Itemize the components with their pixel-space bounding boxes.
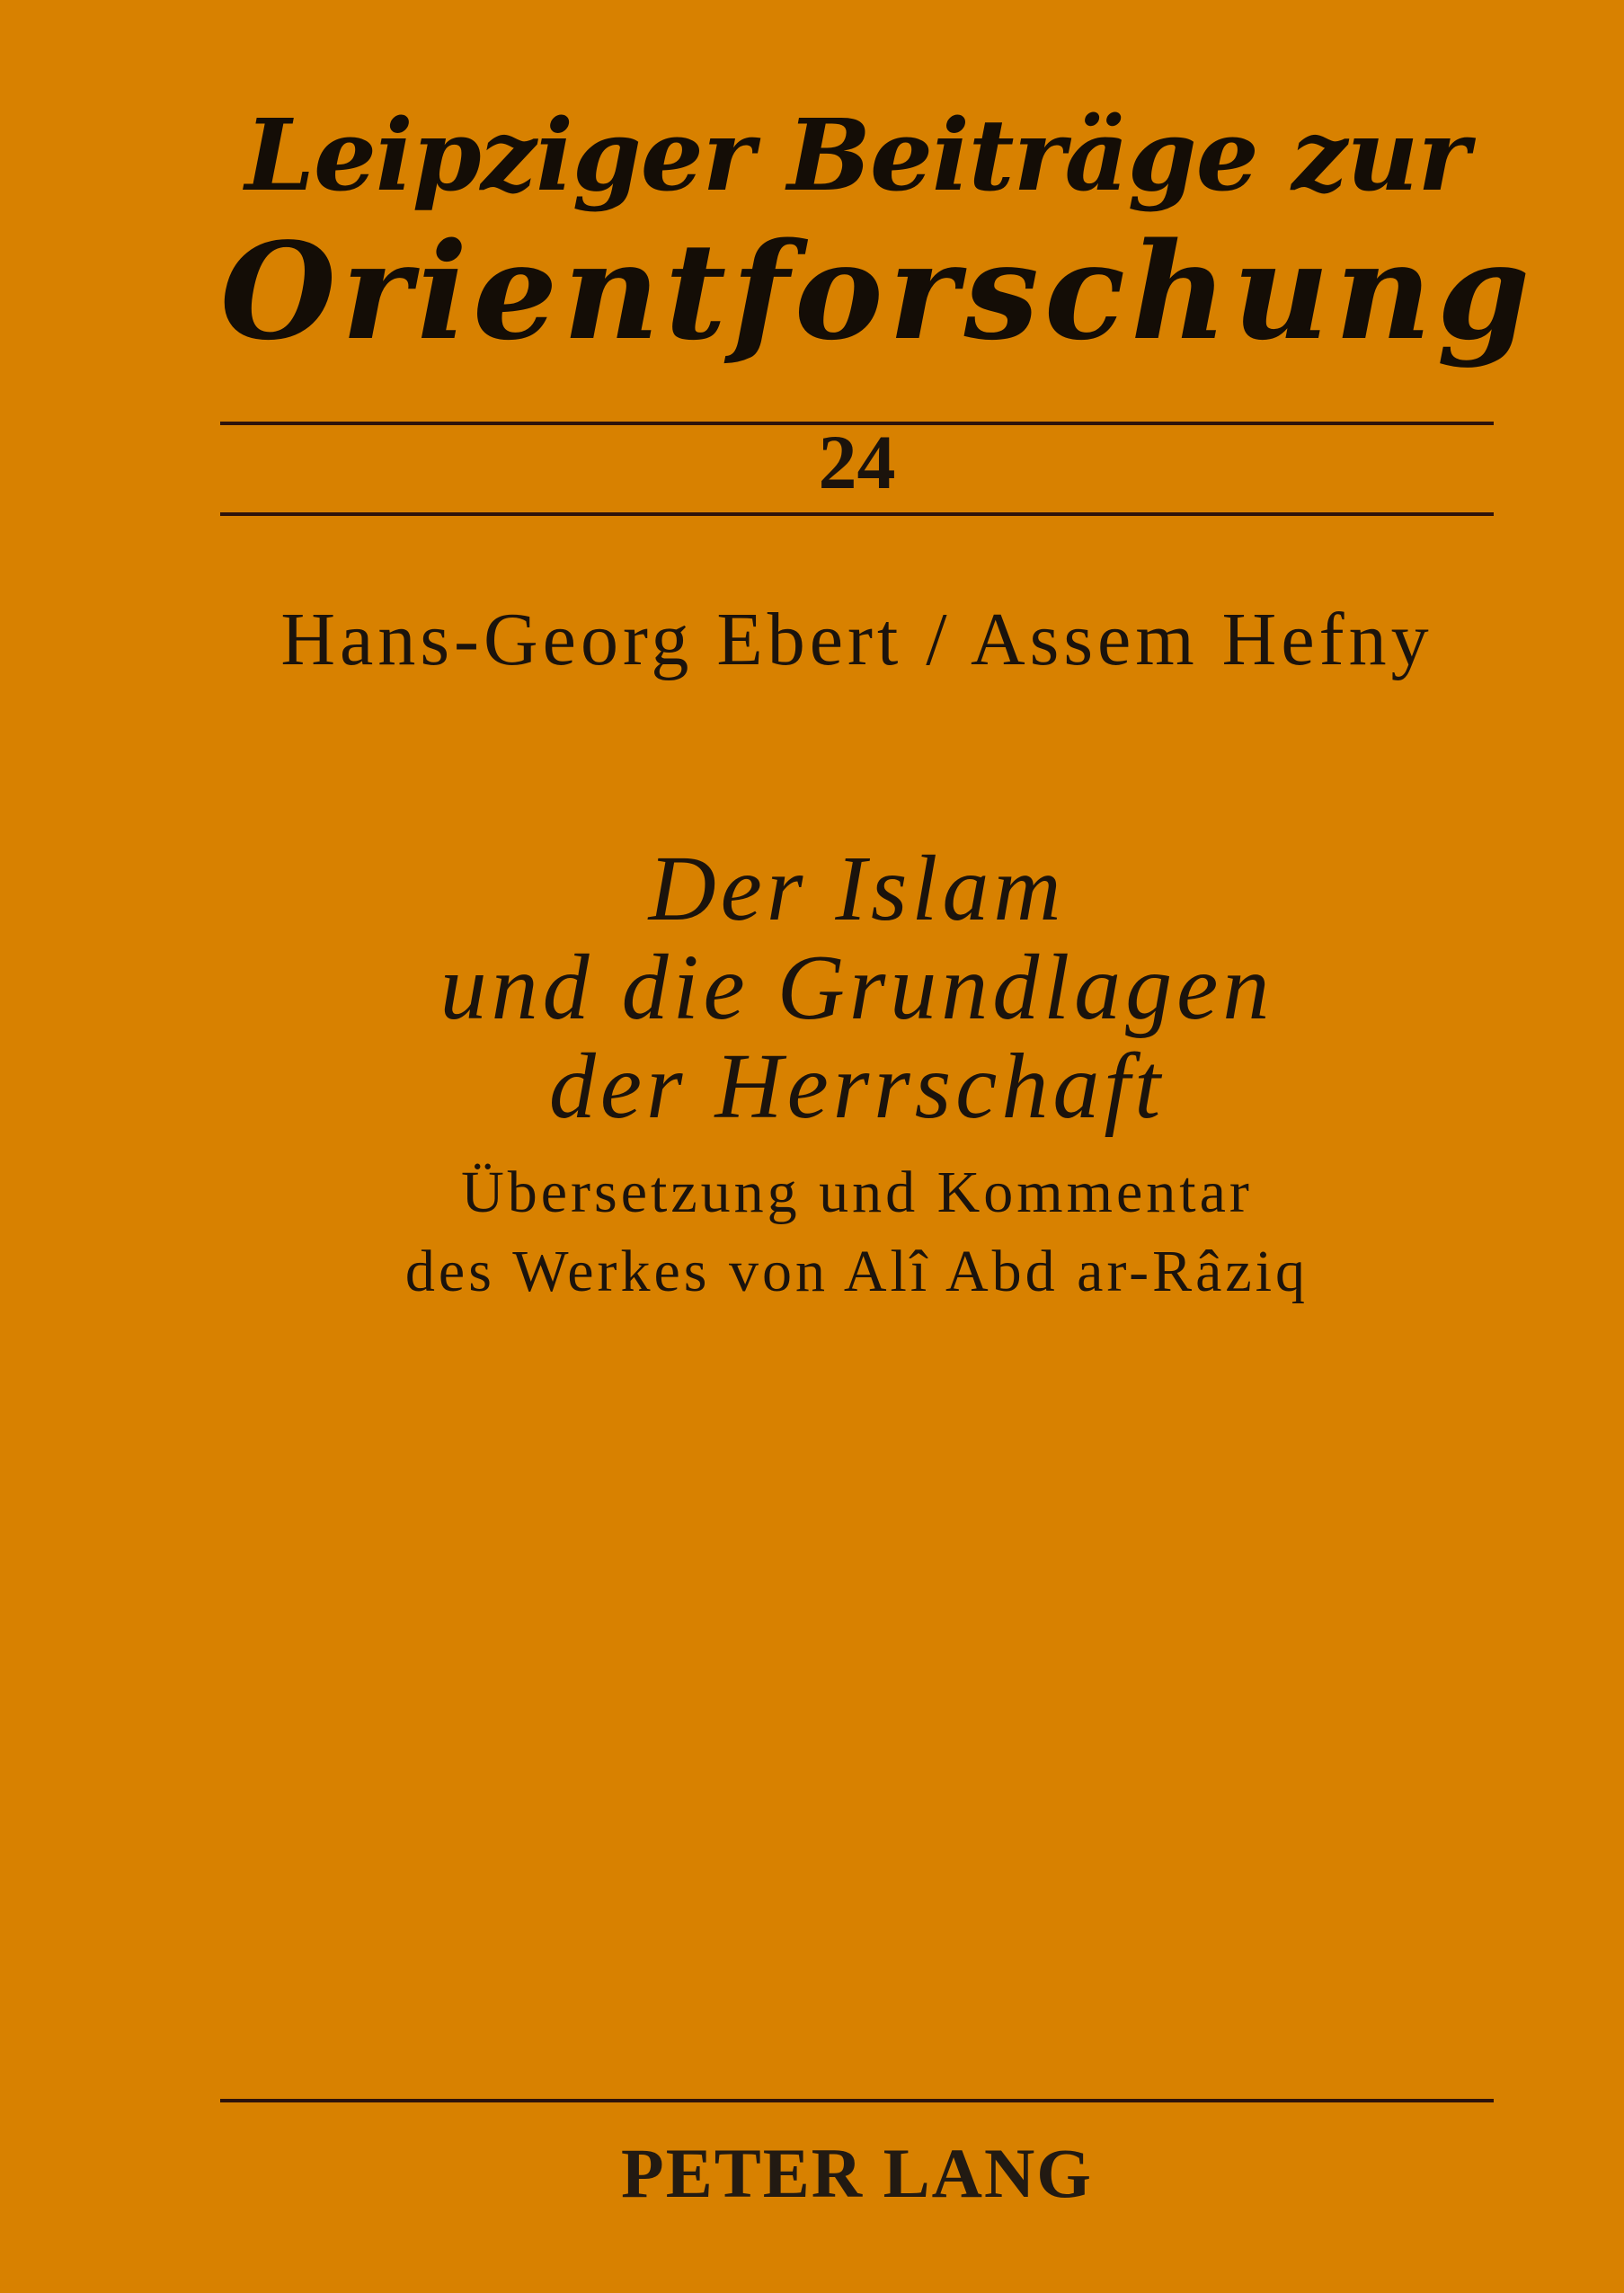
book-title-line-2: und die Grundlagen <box>439 936 1274 1039</box>
publisher-rule <box>220 2099 1494 2102</box>
authors: Hans-Georg Ebert / Assem Hefny <box>280 598 1433 681</box>
book-title-line-1: Der Islam <box>648 837 1066 940</box>
book-title-line-3: der Herrschaft <box>548 1035 1166 1138</box>
book-subtitle <box>220 1153 1494 1311</box>
series-title-line-2: Orientforschung <box>220 213 1536 369</box>
book-subtitle-line-2: des Werkes von Alî Abd ar-Râziq <box>404 1239 1309 1304</box>
series-rule-bottom <box>220 512 1494 516</box>
book-title <box>220 837 1494 1138</box>
publisher-name: PETER LANG <box>621 2134 1093 2212</box>
book-subtitle-line-1: Übersetzung und Kommentar <box>461 1160 1253 1225</box>
series-number: 24 <box>818 419 896 505</box>
series-title-line-1: Leipziger Beiträge zur <box>244 97 1469 213</box>
